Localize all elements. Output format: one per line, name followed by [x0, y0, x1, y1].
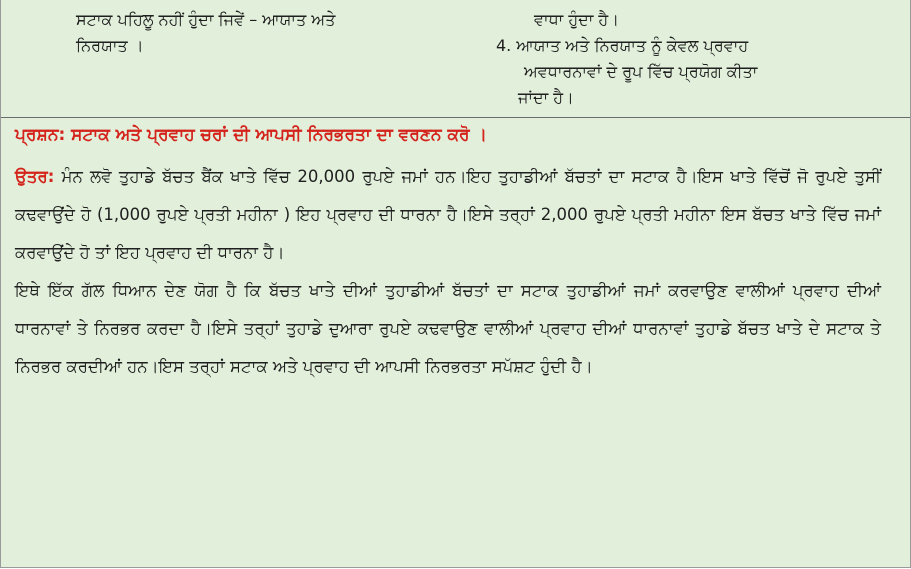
- previous-table-section: [1, 0, 910, 117]
- left-line-2: ਨਿਰਯਾਤ ।: [76, 36, 144, 55]
- answer-paragraph-1-text: ਮੰਨ ਲਵੋ ਤੁਹਾਡੇ ਬੱਚਤ ਬੈਂਕ ਖਾਤੇ ਵਿੱਚ 20,000 ਰੁਪਏ ਜਮਾਂ ਹਨ।ਇਹ ਤੁਹਾਡੀਆਂ ਬੱਚਤਾਂ ਦਾ ਸਟਾਕ ਹੈ।ਇਸ ਖਾਤੇ ਵਿੱਚੋਂ ਜੋ ਰੁਪਏ ਤੁਸੀਂ ਕਢਵਾਉਂਦੇ ਹੋ (1,000 ਰੁਪਏ ਪ੍ਰਤੀ ਮਹੀਨਾ ) ਇਹ ਪ੍ਰਵਾਹ ਦੀ ਧਾਰਨਾ ਹੈ।ਇਸੇ ਤਰ੍ਹਾਂ 2,000 ਰੁਪਏ ਪ੍ਰਤੀ ਮਹੀਨਾ ਇਸ ਬੱਚਤ ਖਾਤੇ ਵਿੱਚ ਜਮਾਂ ਕਰਵਾਉਂਦੇ ਹੋ ਤਾਂ ਇਹ ਪ੍ਰਵਾਹ ਦੀ ਧਾਰਨਾ ਹੈ।: [15, 167, 881, 262]
- right-column: [496, 7, 896, 111]
- right-line-1: ਵਾਧਾ ਹੁੰਦਾ ਹੈ।: [534, 10, 620, 29]
- right-line-3: ਅਵਧਾਰਨਾਵਾਂ ਦੇ ਰੂਪ ਵਿੱਚ ਪ੍ਰਯੋਗ ਕੀਤਾ: [524, 62, 758, 81]
- question-heading: ਪ੍ਰਸ਼ਨ: ਸਟਾਕ ਅਤੇ ਪ੍ਰਵਾਹ ਚਰਾਂ ਦੀ ਆਪਸੀ ਨਿਰਭਰਤਾ ਦਾ ਵਰਣਨ ਕਰੋ ।: [15, 125, 487, 145]
- answer-paragraph-2: ਇਥੇ ਇੱਕ ਗੱਲ ਧਿਆਨ ਦੇਣ ਯੋਗ ਹੈ ਕਿ ਬੱਚਤ ਖਾਤੇ ਦੀਆਂ ਤੁਹਾਡੀਆਂ ਬੱਚਤਾਂ ਦਾ ਸਟਾਕ ਤੁਹਾਡੀਆਂ ਜਮਾਂ ਕਰਵਾਉਣ ਵਾਲੀਆਂ ਪ੍ਰਵਾਹ ਦੀਆਂ ਧਾਰਨਾਵਾਂ ਤੇ ਨਿਰਭਰ ਕਰਦਾ ਹੈ।ਇਸੇ ਤਰ੍ਹਾਂ ਤੁਹਾਡੇ ਦੁਆਰਾ ਰੁਪਏ ਕਢਵਾਉਣ ਵਾਲੀਆਂ ਪ੍ਰਵਾਹ ਦੀਆਂ ਧਾਰਨਾਵਾਂ ਤੁਹਾਡੇ ਬੱਚਤ ਖਾਤੇ ਦੇ ਸਟਾਕ ਤੇ ਨਿਰਭਰ ਕਰਦੀਆਂ ਹਨ।ਇਸ ਤਰ੍ਹਾਂ ਸਟਾਕ ਅਤੇ ਪ੍ਰਵਾਹ ਦੀ ਆਪਸੀ ਨਿਰਭਰਤਾ ਸਪੱਸ਼ਟ ਹੁੰਦੀ ਹੈ।: [15, 281, 881, 376]
- answer-label: ਉਤਰ:: [15, 167, 55, 186]
- left-line-1: ਸਟਾਕ ਪਹਿਲੂ ਨਹੀਂ ਹੁੰਦਾ ਜਿਵੇਂ – ਆਯਾਤ ਅਤੇ: [76, 10, 336, 29]
- right-line-4: ਜਾਂਦਾ ਹੈ।: [518, 88, 574, 107]
- section-divider: [1, 117, 910, 118]
- left-column: [76, 7, 436, 59]
- answer-paragraph-1: [15, 158, 881, 272]
- right-line-2: 4. ਆਯਾਤ ਅਤੇ ਨਿਰਯਾਤ ਨੂੰ ਕੇਵਲ ਪ੍ਰਵਾਹ: [496, 36, 749, 55]
- answer-block: [15, 158, 881, 386]
